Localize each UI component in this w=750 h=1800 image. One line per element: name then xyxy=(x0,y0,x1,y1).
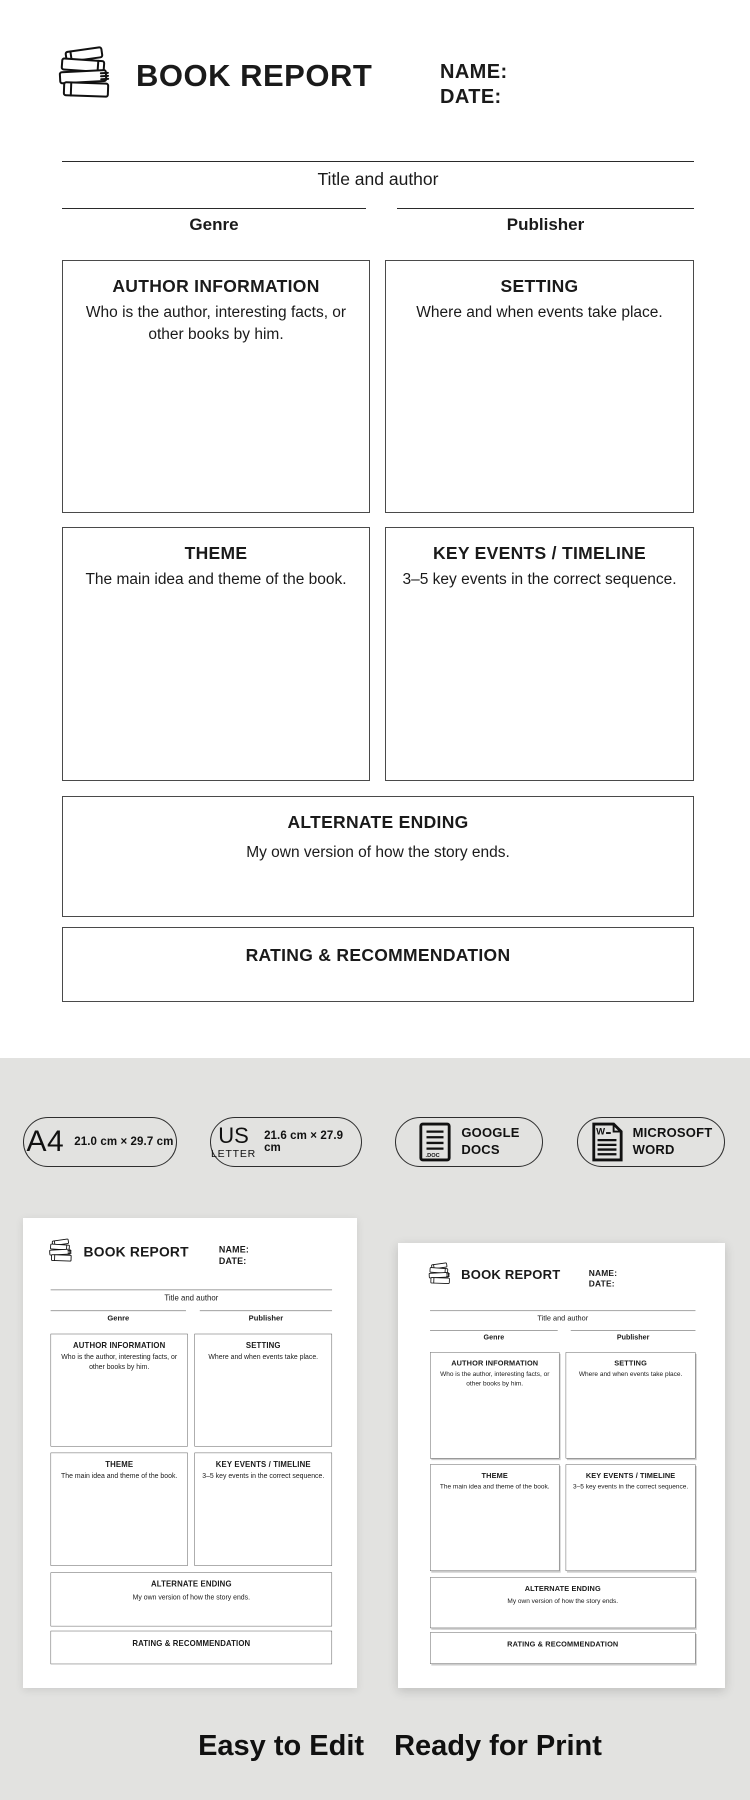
sheet-title: BOOK REPORT xyxy=(83,1243,189,1260)
key-events-title: KEY EVENTS / TIMELINE xyxy=(432,543,647,563)
publisher-label: Publisher xyxy=(506,215,585,234)
theme-box xyxy=(430,1464,559,1571)
thumbnail-a4-content xyxy=(23,1218,357,1688)
alternate-ending-box xyxy=(430,1577,695,1628)
key-events-title: KEY EVENTS / TIMELINE xyxy=(215,1459,311,1469)
rating-recommendation-box xyxy=(51,1631,332,1664)
key-events-box xyxy=(194,1453,332,1566)
genre-label: Genre xyxy=(189,215,239,234)
google-docs-label: GOOGLE DOCS xyxy=(461,1125,520,1157)
author-information-box xyxy=(62,260,370,513)
footer-taglines xyxy=(25,1730,750,1763)
format-badge-microsoft-word xyxy=(577,1117,725,1167)
theme-title: THEME xyxy=(481,1471,508,1480)
alternate-ending-title: ALTERNATE ENDING xyxy=(524,1584,601,1593)
book-stack-icon xyxy=(427,1262,457,1286)
setting-desc: Where and when events take place. xyxy=(578,1370,683,1378)
theme-title: THEME xyxy=(184,543,248,563)
svg-text:.DOC: .DOC xyxy=(425,1153,441,1160)
rating-recommendation-title: RATING & RECOMMENDATION xyxy=(507,1639,619,1649)
author-information-title: AUTHOR INFORMATION xyxy=(73,1340,166,1350)
theme-desc: The main idea and theme of the book. xyxy=(61,1472,178,1480)
author-information-desc: Who is the author, interesting facts, or other books by him. xyxy=(440,1370,550,1388)
name-label: NAME: xyxy=(218,1245,250,1255)
publisher-writing-line xyxy=(397,208,694,209)
name-date-fields xyxy=(589,1268,617,1289)
name-date-fields xyxy=(440,60,508,110)
genre-label: Genre xyxy=(483,1333,505,1342)
author-information-box xyxy=(430,1352,559,1458)
setting-desc: Where and when events take place. xyxy=(416,304,663,321)
alternate-ending-desc: My own version of how the story ends. xyxy=(132,1593,251,1602)
book-report-sheet xyxy=(404,1243,719,1687)
book-stack-icon xyxy=(54,46,126,104)
key-events-box xyxy=(566,1464,696,1571)
author-information-desc: Who is the author, interesting facts, or other books by him. xyxy=(61,1353,178,1371)
tagline-easy-to-edit: Easy to Edit xyxy=(198,1730,365,1762)
word-file-icon xyxy=(590,1122,624,1162)
alternate-ending-title: ALTERNATE ENDING xyxy=(151,1579,232,1589)
name-date-fields xyxy=(219,1245,249,1267)
microsoft-word-label: MICROSOFT WORD xyxy=(632,1125,713,1157)
theme-box xyxy=(62,527,370,781)
publisher-label: Publisher xyxy=(616,1333,650,1342)
key-events-title: KEY EVENTS / TIMELINE xyxy=(585,1471,676,1480)
rating-recommendation-box xyxy=(430,1632,695,1664)
theme-desc: The main idea and theme of the book. xyxy=(85,571,347,588)
alternate-ending-box xyxy=(62,796,694,917)
us-letter-size: 21.6 cm × 27.9 cm xyxy=(264,1130,344,1154)
name-label: NAME: xyxy=(588,1268,618,1278)
a4-size: 21.0 cm × 29.7 cm xyxy=(74,1136,174,1148)
rating-recommendation-box xyxy=(62,927,694,1002)
tagline-ready-for-print: Ready for Print xyxy=(394,1730,602,1762)
setting-title: SETTING xyxy=(614,1358,647,1368)
key-events-desc: 3–5 key events in the correct sequence. xyxy=(402,571,677,588)
title-author-writing-line xyxy=(62,161,694,162)
setting-desc: Where and when events take place. xyxy=(208,1353,319,1361)
us-letter-label: US LETTER xyxy=(211,1122,257,1160)
key-events-box xyxy=(385,527,694,781)
author-information-box xyxy=(51,1334,188,1447)
sheet-title: BOOK REPORT xyxy=(461,1267,561,1283)
title-author-label: Title and author xyxy=(317,169,439,189)
setting-title: SETTING xyxy=(500,276,579,296)
theme-desc: The main idea and theme of the book. xyxy=(439,1482,550,1490)
setting-box xyxy=(385,260,694,513)
book-report-sheet xyxy=(23,1218,357,1688)
preview-thumbnail-us-letter xyxy=(398,1243,725,1688)
setting-box xyxy=(194,1334,332,1447)
alternate-ending-desc: My own version of how the story ends. xyxy=(246,844,510,861)
a4-label: A4 xyxy=(26,1125,65,1158)
title-author-label: Title and author xyxy=(537,1313,589,1323)
alternate-ending-box xyxy=(51,1572,332,1626)
doc-file-icon xyxy=(418,1122,452,1162)
date-label: DATE: xyxy=(218,1256,247,1267)
genre-writing-line xyxy=(62,208,366,209)
rating-recommendation-title: RATING & RECOMMENDATION xyxy=(132,1638,251,1648)
name-label: NAME: xyxy=(440,61,508,83)
date-label: DATE: xyxy=(588,1279,615,1289)
author-information-desc: Who is the author, interesting facts, or other books by him. xyxy=(85,304,347,343)
alternate-ending-desc: My own version of how the story ends. xyxy=(507,1597,619,1605)
theme-title: THEME xyxy=(105,1459,134,1469)
setting-title: SETTING xyxy=(245,1340,281,1350)
alternate-ending-title: ALTERNATE ENDING xyxy=(287,812,469,832)
svg-text:W: W xyxy=(595,1126,605,1138)
format-badge-google-docs xyxy=(395,1117,543,1167)
key-events-desc: 3–5 key events in the correct sequence. xyxy=(202,1472,325,1480)
author-information-title: AUTHOR INFORMATION xyxy=(451,1358,539,1368)
genre-label: Genre xyxy=(107,1313,130,1323)
date-label: DATE: xyxy=(440,86,502,108)
format-badge-a4 xyxy=(23,1117,177,1167)
author-information-title: AUTHOR INFORMATION xyxy=(112,276,320,296)
format-badge-us-letter xyxy=(210,1117,362,1167)
preview-thumbnail-a4 xyxy=(23,1218,357,1688)
sheet-title: BOOK REPORT xyxy=(136,58,373,93)
publisher-label: Publisher xyxy=(248,1313,284,1323)
title-author-label: Title and author xyxy=(164,1293,219,1303)
rating-recommendation-title: RATING & RECOMMENDATION xyxy=(245,945,511,965)
thumbnail-us-letter-content xyxy=(404,1243,719,1687)
book-stack-icon xyxy=(47,1238,79,1264)
setting-box xyxy=(566,1352,696,1458)
theme-box xyxy=(51,1453,188,1566)
key-events-desc: 3–5 key events in the correct sequence. xyxy=(573,1482,689,1490)
